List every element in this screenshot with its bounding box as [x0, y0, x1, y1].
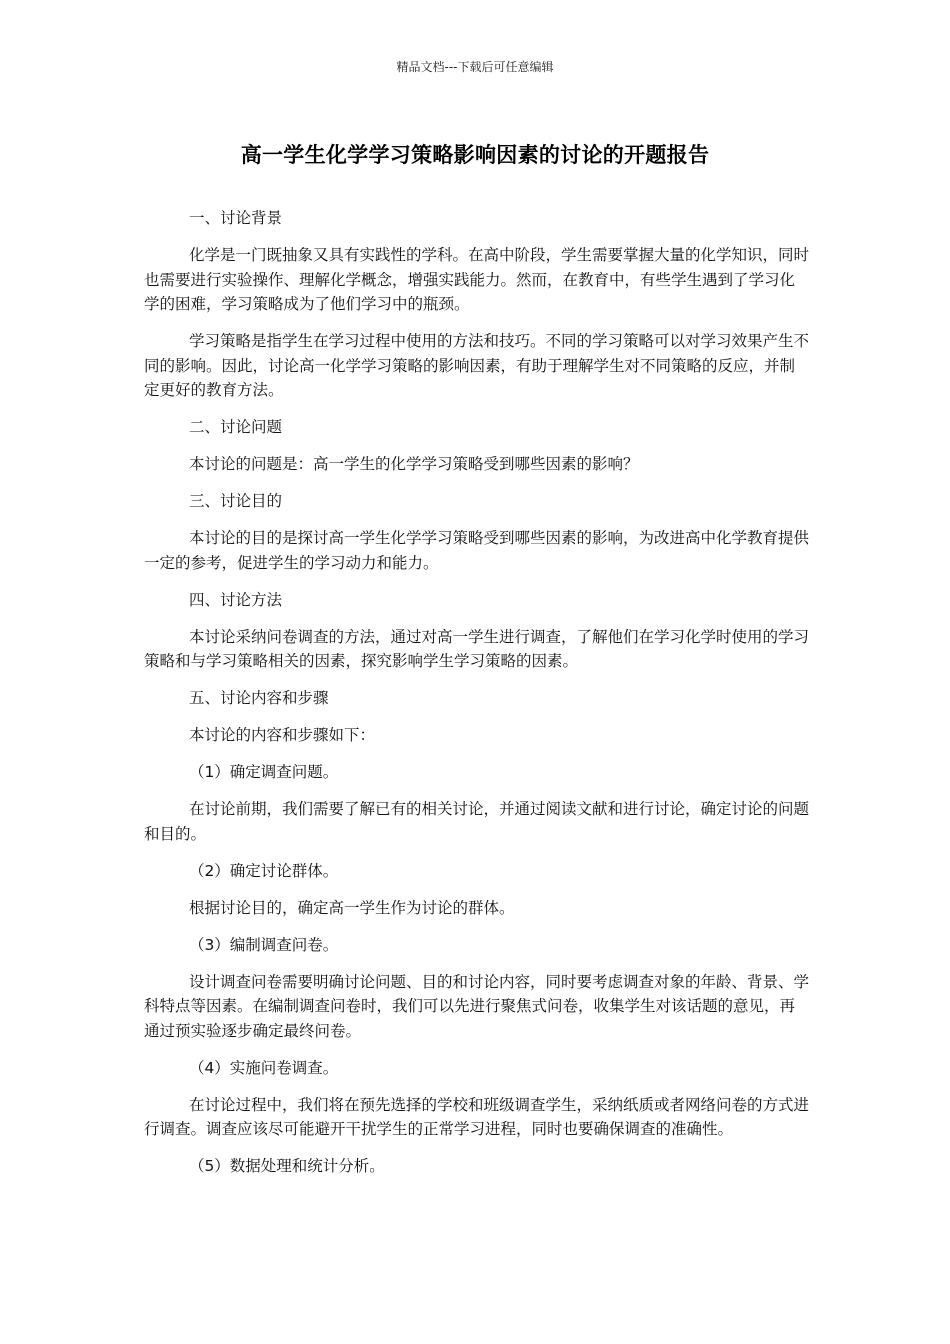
page-title: 高一学生化学学习策略影响因素的讨论的开题报告: [240, 143, 710, 167]
step-5-label: （5）数据处理和统计分析。: [188, 1157, 385, 1175]
step-4-label: （4）实施问卷调查。: [188, 1058, 339, 1077]
paragraph-method: 本讨论采纳问卷调查的方法，通过对高一学生进行调查，了解他们在学习化学时使用的学习策略和与学习策略相关的因素，探究影响学生学习策略的因素。: [144, 627, 809, 670]
section-heading-background: 一、讨论背景: [188, 209, 282, 227]
paragraph-background-2: 学习策略是指学生在学习过程中使用的方法和技巧。不同的学习策略可以对学习效果产生不同的影响。因此，讨论高一化学学习策略的影响因素，有助于理解学生对不同策略的反应，并制定更好的教育方法。: [144, 332, 809, 399]
step-1-label: （1）确定调查问题。: [188, 763, 339, 781]
paragraph-question: 本讨论的问题是：高一学生的化学学习策略受到哪些因素的影响？: [188, 455, 639, 473]
paragraph-purpose: 本讨论的目的是探讨高一学生化学学习策略受到哪些因素的影响，为改进高中化学教育提供一定的参考，促进学生的学习动力和能力。: [144, 529, 809, 572]
section-heading-content-steps: 五、讨论内容和步骤: [188, 689, 329, 707]
step-3-label: （3）编制调查问卷。: [188, 935, 339, 954]
section-heading-method: 四、讨论方法: [188, 590, 282, 609]
section-heading-purpose: 三、讨论目的: [188, 492, 282, 510]
step-3-text: 设计调查问卷需要明确讨论问题、目的和讨论内容，同时要考虑调查对象的年龄、背景、学科特点等因素。在编制调查问卷时，我们可以先进行聚焦式问卷，收集学生对该话题的意见，再通过预实验逐步确定最终问卷。: [144, 972, 809, 1040]
step-2-label: （2）确定讨论群体。: [188, 861, 339, 880]
paragraph-steps-intro: 本讨论的内容和步骤如下：: [188, 726, 375, 744]
document-body: [144, 206, 810, 1191]
section-heading-question: 二、讨论问题: [188, 418, 282, 436]
step-1-text: 在讨论前期，我们需要了解已有的相关讨论，并通过阅读文献和进行讨论，确定讨论的问题和目的。: [144, 800, 809, 843]
step-2-text: 根据讨论目的，确定高一学生作为讨论的群体。: [188, 898, 515, 917]
header-note: 精品文档---下载后可任意编辑: [396, 60, 554, 74]
paragraph-background-1: 化学是一门既抽象又具有实践性的学科。在高中阶段，学生需要掌握大量的化学知识，同时也需要进行实验操作、理解化学概念，增强实践能力。然而，在教育中，有些学生遇到了学习化学的困难，学习策略成为了他们学习中的瓶颈。: [144, 246, 809, 313]
step-4-text: 在讨论过程中，我们将在预先选择的学校和班级调查学生，采纳纸质或者网络问卷的方式进行调查。调查应该尽可能避开干扰学生的正常学习进程，同时也要确保调查的准确性。: [144, 1095, 809, 1138]
